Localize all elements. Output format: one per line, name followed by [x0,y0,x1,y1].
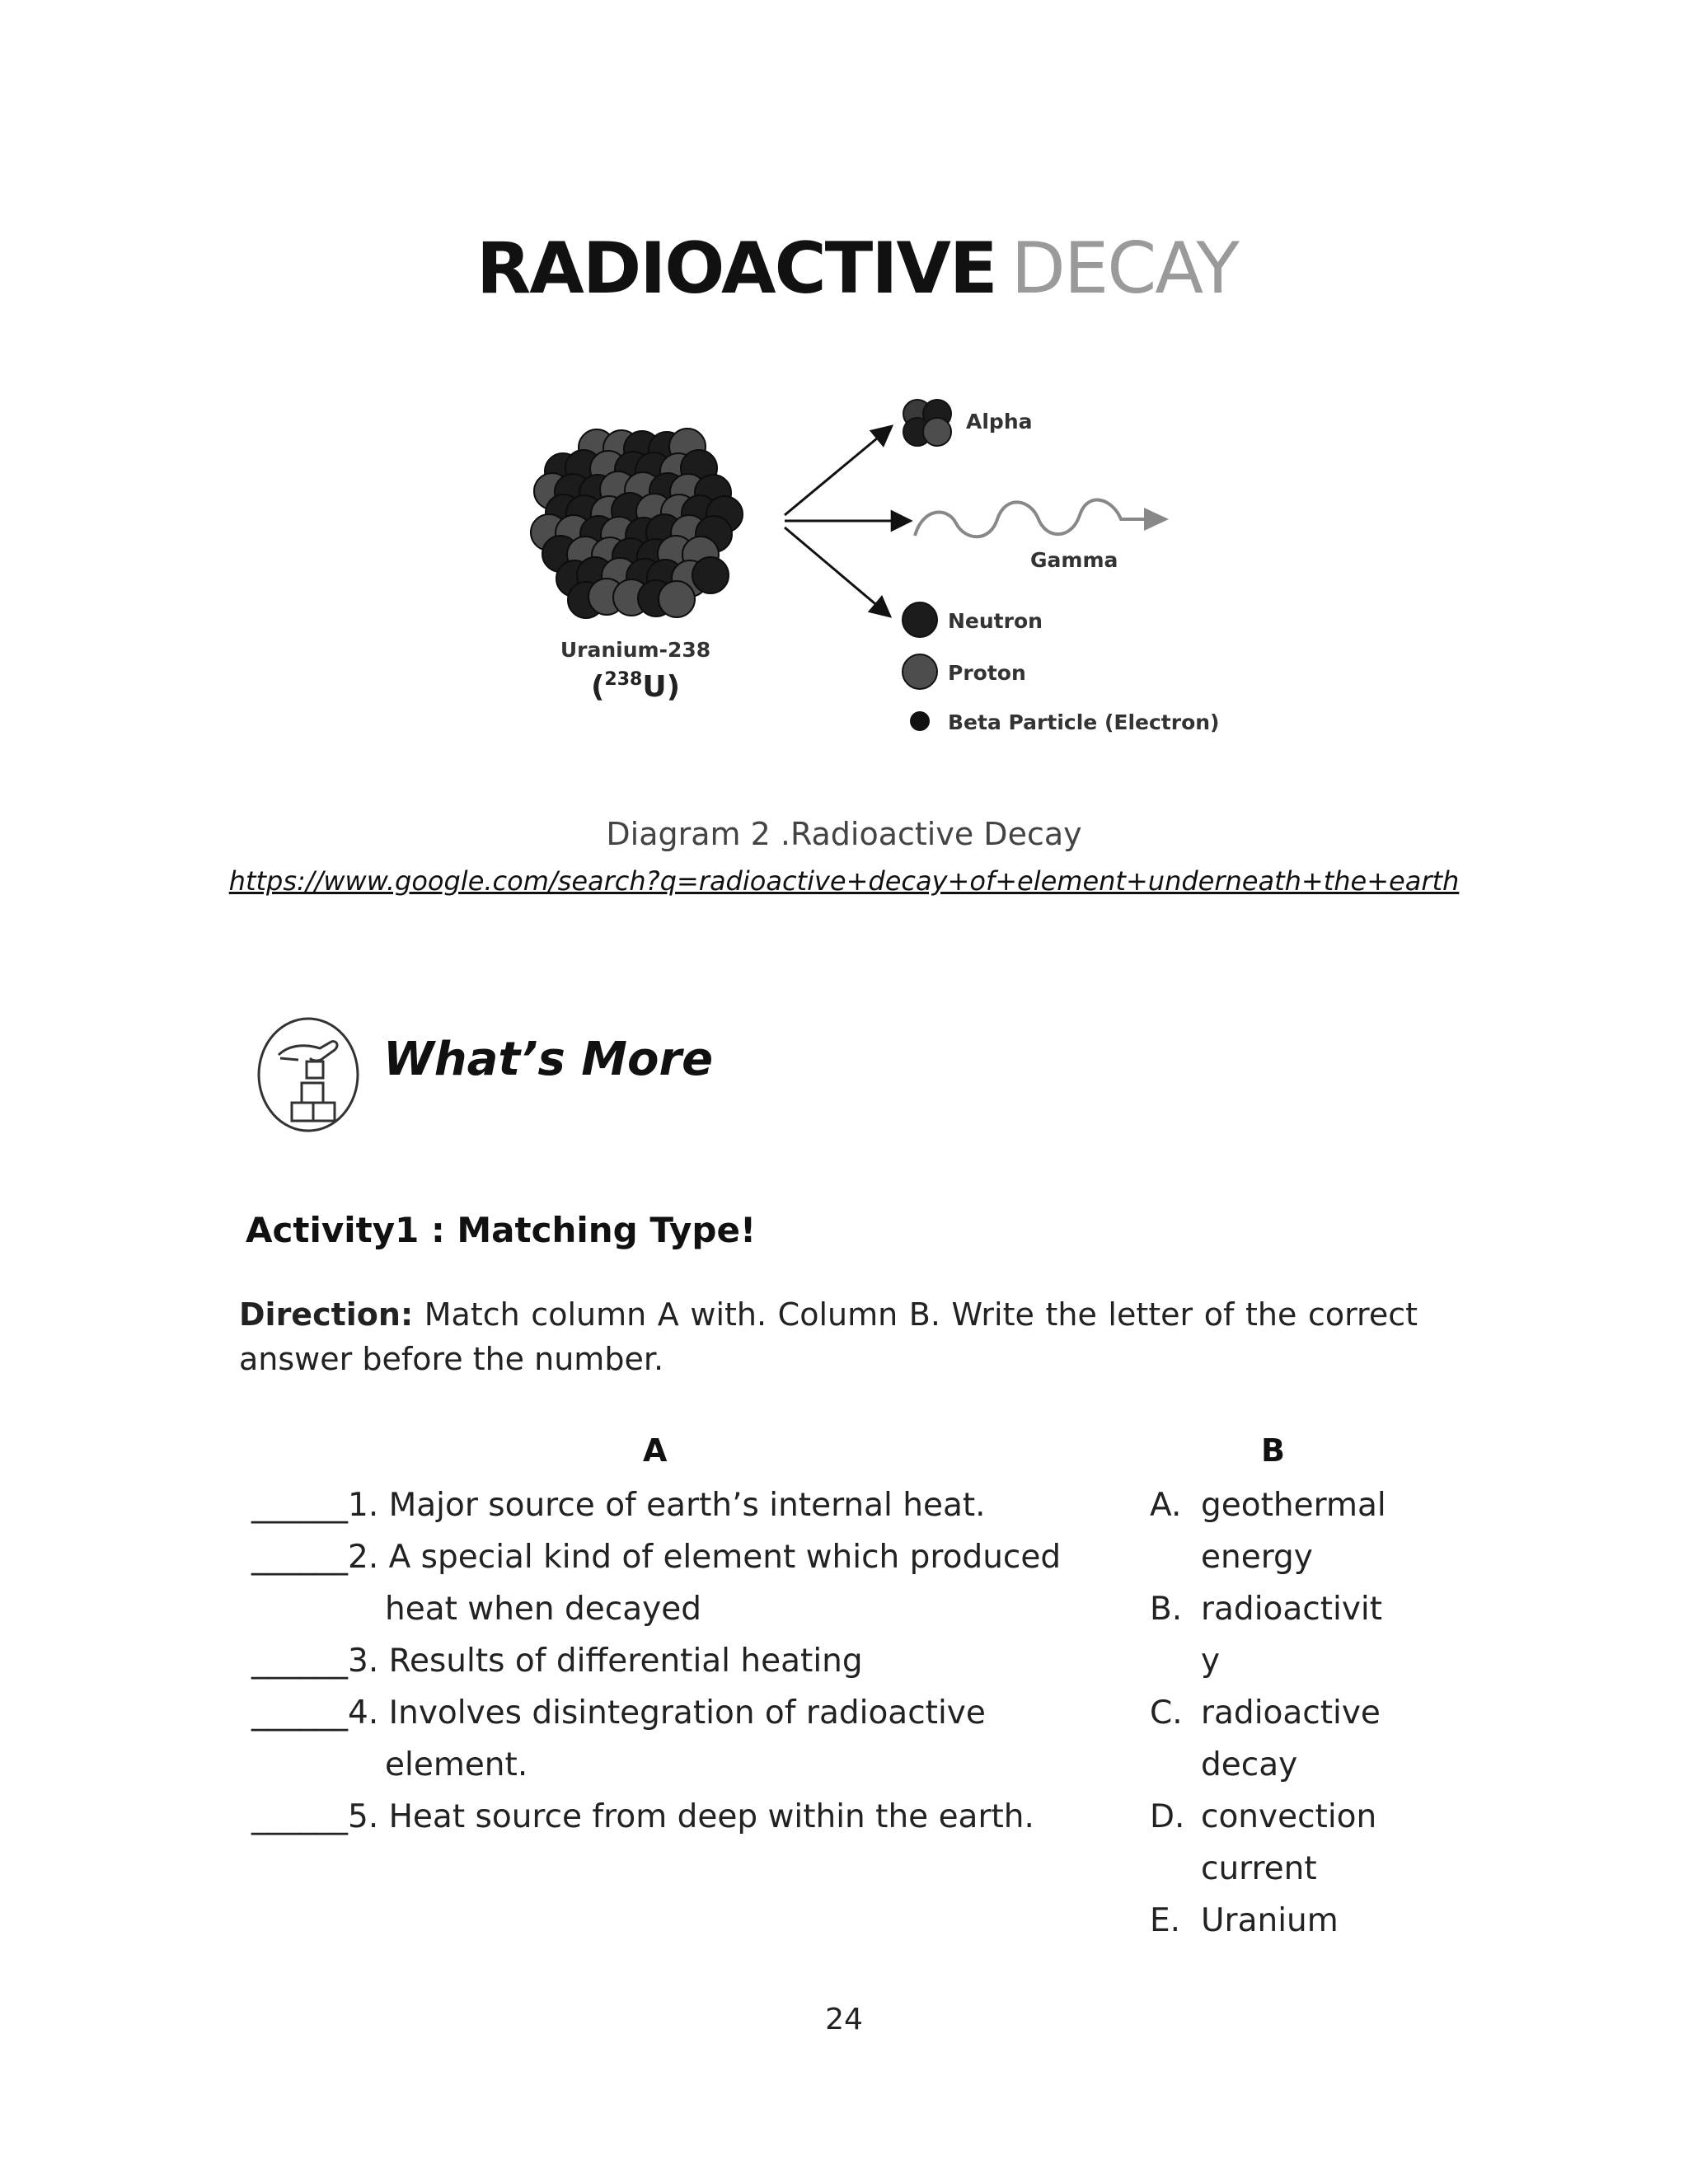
option-text: convection current [1201,1798,1377,1887]
diagram-title-dark: RADIOACTIVE [476,227,996,310]
diagram-title [476,227,1240,310]
option-letter: E. [1150,1902,1181,1939]
option-letter: B. [1150,1591,1183,1628]
option-letter: A. [1150,1487,1182,1524]
item-text: ______4. Involves disintegration of radioactive [251,1694,986,1732]
arrow-alpha [785,426,892,515]
option-text: radioactivity [1201,1591,1383,1680]
label-proton: Proton [948,661,1026,685]
option-text: geothermal energy [1201,1487,1386,1576]
proton-icon [903,654,937,689]
gamma-wave-icon [915,499,1146,537]
arrow-particles [785,527,890,616]
column-a-item-3 [251,1635,1092,1687]
column-a-item-4 [251,1687,1092,1791]
column-b-option-b [1150,1583,1422,1687]
activity-title: Activity1 : Matching Type! [246,1210,757,1250]
neutron-icon [903,602,937,637]
building-blocks-icon [256,1014,361,1136]
direction-label: Direction: [239,1296,414,1333]
uranium-element: U) [642,670,681,704]
uranium-mass-number: 238 [604,669,643,690]
column-a-header: A [643,1432,668,1469]
column-b-header: B [1261,1432,1285,1469]
option-text: radioactive decay [1201,1694,1381,1783]
item-text-continued: element. [385,1746,528,1783]
column-b-list [1150,1479,1422,1947]
direction-text: Match column A with. Column B. Write the letter of the correct answer before the number. [239,1296,1418,1377]
item-text-continued: heat when decayed [385,1591,701,1628]
option-text: Uranium [1201,1902,1339,1939]
label-uranium: Uranium-238 [560,638,711,662]
uranium-symbol-open: ( [590,670,605,704]
label-beta: Beta Particle (Electron) [948,710,1220,734]
column-b-option-c [1150,1687,1422,1791]
item-text: ______5. Heat source from deep within the earth. [251,1798,1034,1835]
nucleon-icon [692,557,729,593]
column-a-item-2 [251,1531,1092,1635]
source-link[interactable]: https://www.google.com/search?q=radioactive+decay+of+element+underneath+the+earth [228,865,1460,897]
direction-paragraph [239,1292,1418,1381]
column-b-option-e [1150,1895,1422,1947]
page-number: 24 [825,2003,863,2036]
item-text: ______2. A special kind of element which produced [251,1539,1062,1576]
column-a-list [251,1479,1092,1843]
uranium-symbol [591,669,680,704]
label-alpha: Alpha [966,410,1033,434]
option-letter: D. [1150,1798,1185,1835]
beta-particle-icon [910,711,930,731]
diagram-title-light: DECAY [1010,227,1238,310]
alpha-particle-icon [903,400,951,446]
label-gamma: Gamma [1030,548,1118,572]
gamma-arrowhead-icon [1144,508,1169,531]
option-letter: C. [1150,1694,1183,1732]
nucleon-icon [659,581,695,617]
column-a-item-1 [251,1479,1092,1531]
section-title: What’s More [383,1033,714,1086]
column-b-option-a [1150,1479,1422,1583]
label-neutron: Neutron [948,609,1043,633]
column-b-option-d [1150,1791,1422,1895]
item-text: ______3. Results of differential heating [251,1643,863,1680]
diagram-caption: Diagram 2 .Radioactive Decay [606,816,1082,852]
uranium-nucleus [531,429,743,618]
radioactive-decay-diagram [462,223,1269,766]
item-text: ______1. Major source of earth’s internal heat. [251,1487,986,1524]
column-a-item-5 [251,1791,1092,1843]
